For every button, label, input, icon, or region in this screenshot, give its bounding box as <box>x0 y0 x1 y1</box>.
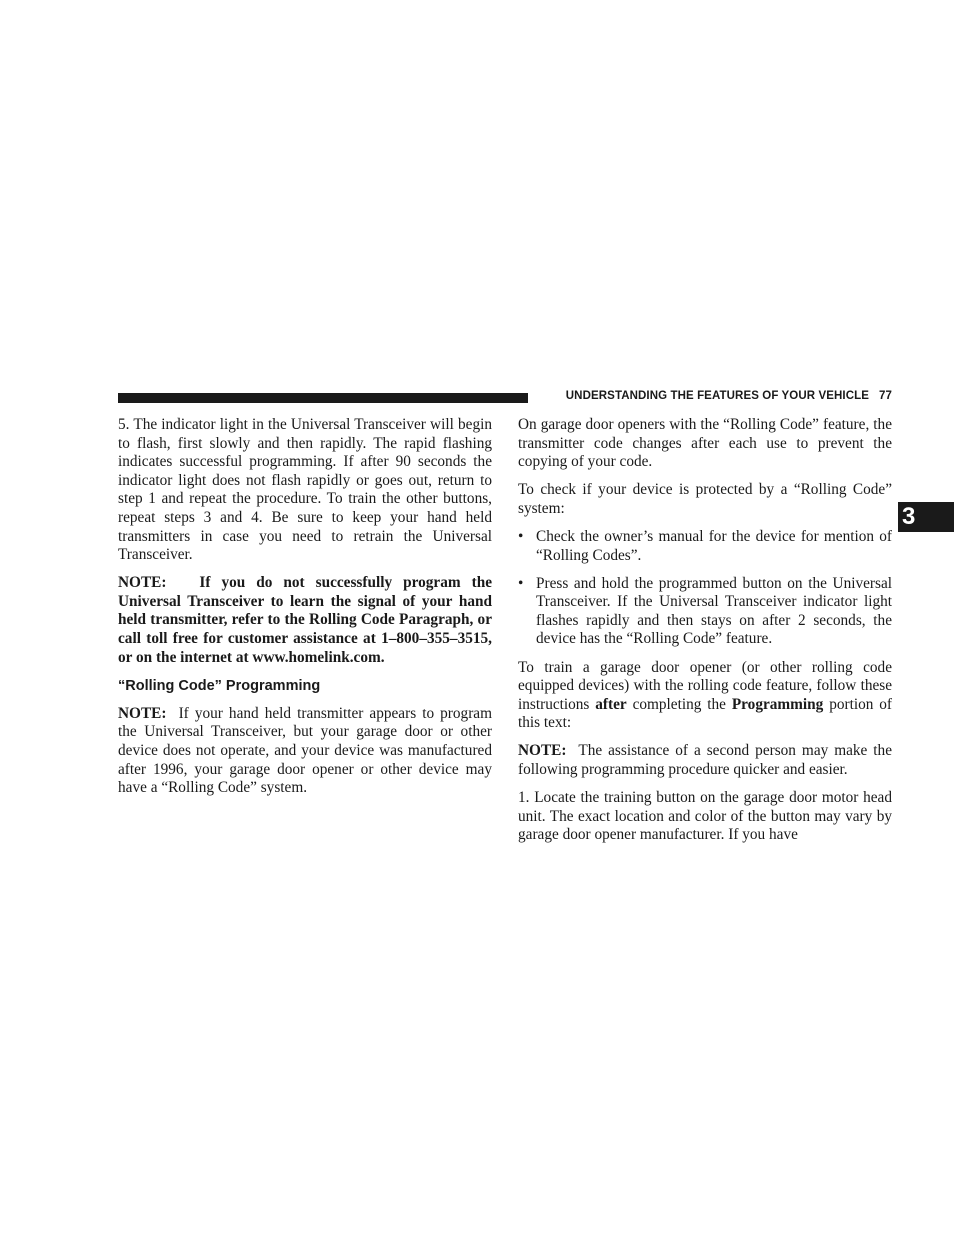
running-header <box>538 390 892 402</box>
right-column <box>518 416 892 854</box>
section-heading: “Rolling Code” Programming <box>118 677 321 694</box>
bullet-icon: • <box>518 574 524 592</box>
step-1-paragraph: 1. Locate the training button on the garage door motor head unit. The exact location and color of the button may vary by garage door opener manufacturer. If you have <box>518 789 892 844</box>
train-text: portion of this text: <box>518 695 892 732</box>
list-item-text: Check the owner’s manual for the device for mention of “Rolling Codes”. <box>536 527 892 564</box>
note-label: NOTE: <box>518 742 567 760</box>
train-emphasis: Programming <box>731 695 824 713</box>
chapter-tab: 3 <box>898 502 954 532</box>
train-text: To train a garage door opener (or other rolling code equipped devices) with the rolling code feature, follow these instructions <box>518 658 892 713</box>
note-text: If your hand held transmitter appears to program the Universal Transceiver, but your garage door or other device does not operate, and your device was manufactured after 1996, your garage door opener or other device may have a “Rolling Code” system. <box>118 704 492 797</box>
step-5-paragraph: 5. The indicator light in the Universal Transceiver will begin to flash, first slowly and then rapidly. The rapid flashing indicates successful programming. If after 90 seconds the indicator light does not flash rapidly or goes out, return to step 1 and repeat the procedure. To train the other buttons, repeat steps 3 and 4. Be sure to keep your hand held transmitters in case you need to retrain the Universal Transceiver. <box>118 416 492 564</box>
note-paragraph <box>118 705 492 798</box>
check-intro-paragraph: To check if your device is protected by a “Rolling Code” system: <box>518 481 892 517</box>
note-paragraph <box>518 742 892 779</box>
train-paragraph <box>518 659 892 733</box>
train-emphasis: after <box>595 695 627 713</box>
note-paragraph <box>118 574 492 667</box>
note-text: If you do not successfully program the Universal Transceiver to learn the signal of your hand held transmitter, refer to the Rolling Code Paragraph, or call toll free for customer assistance at 1–800–355–3515, or on the internet at www.homelink.com. <box>118 574 492 666</box>
list-item <box>518 528 892 565</box>
section-title: UNDERSTANDING THE FEATURES OF YOUR VEHICLE <box>565 390 869 402</box>
list-item-text: Press and hold the programmed button on the Universal Transceiver. If the Universal Transceiver indicator light flashes rapidly and then stays on after 2 seconds, the device has the “Rolling Code” feature. <box>536 574 892 648</box>
note-text: The assistance of a second person may make the following programming procedure quicker and easier. <box>518 742 892 778</box>
bullet-list <box>518 528 892 649</box>
header-rule <box>118 393 528 403</box>
intro-paragraph: On garage door openers with the “Rolling Code” feature, the transmitter code changes after each use to prevent the copying of your code. <box>518 416 892 471</box>
page-number: 77 <box>879 390 892 402</box>
list-item <box>518 575 892 649</box>
note-label: NOTE: <box>118 704 167 722</box>
train-text: completing the <box>632 695 726 713</box>
note-label: NOTE: <box>118 574 167 592</box>
bullet-icon: • <box>518 527 524 545</box>
left-column <box>118 416 492 807</box>
